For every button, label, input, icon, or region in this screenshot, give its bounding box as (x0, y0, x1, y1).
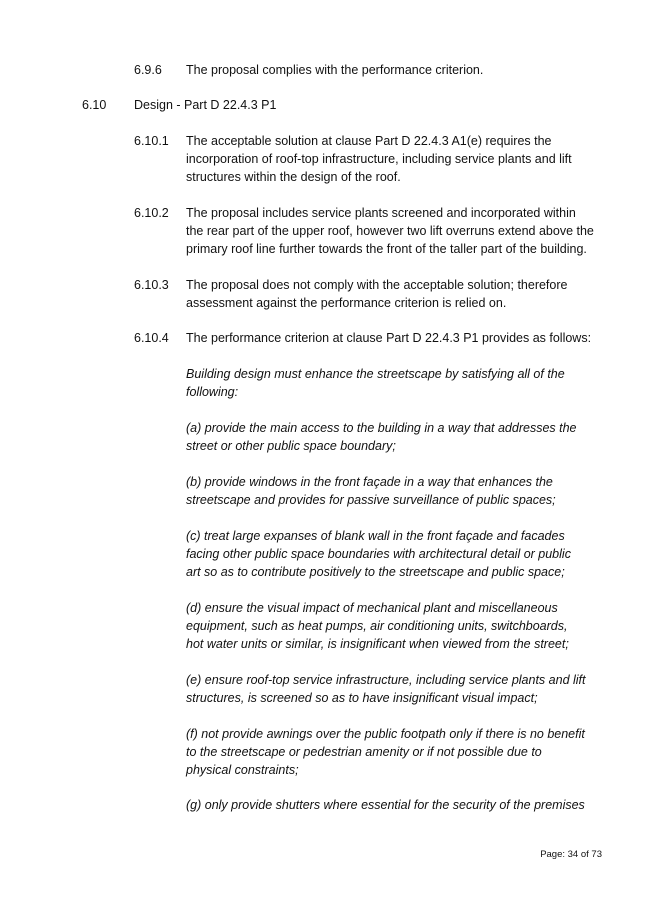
clause-text-line: assessment against the performance criterion is relied on. (186, 296, 507, 310)
clause-text-line: The performance criterion at clause Part D 22.4.3 P1 provides as follows: (186, 331, 592, 345)
quote-item-f: (f) not provide awnings over the public footpath only if there is no benefit (186, 727, 585, 741)
quote-item-g: (g) only provide shutters where essential for the security of the premises (186, 798, 585, 812)
quote-line: art so as to contribute positively to the streetscape and public space; (186, 565, 565, 579)
quote-item-d: (d) ensure the visual impact of mechanical plant and miscellaneous (186, 601, 558, 615)
clause-text-line: The proposal includes service plants screened and incorporated within (186, 206, 576, 220)
quote-line: to the streetscape or pedestrian amenity or if not possible due to (186, 745, 542, 759)
section-number-6-10: 6.10 (82, 98, 107, 112)
clause-number-6-10-2: 6.10.2 (134, 206, 169, 220)
quote-line: hot water units or similar, is insignificant when viewed from the street; (186, 637, 569, 651)
clause-text-line: structures within the design of the roof. (186, 170, 401, 184)
quote-line: following: (186, 385, 239, 399)
page-number: Page: 34 of 73 (540, 849, 602, 860)
quote-item-e: (e) ensure roof-top service infrastructure, including service plants and lift (186, 673, 586, 687)
quote-line: facing other public space boundaries with architectural detail or public (186, 547, 571, 561)
quote-line: physical constraints; (186, 763, 299, 777)
clause-text-line: primary roof line further towards the front of the taller part of the building. (186, 242, 587, 256)
clause-text-line: The acceptable solution at clause Part D 22.4.3 A1(e) requires the (186, 134, 552, 148)
clause-number-6-10-3: 6.10.3 (134, 278, 169, 292)
clause-text-line: The proposal does not comply with the acceptable solution; therefore (186, 278, 568, 292)
quote-item-a: (a) provide the main access to the building in a way that addresses the (186, 421, 577, 435)
quote-line: structures, is screened so as to have insignificant visual impact; (186, 691, 538, 705)
quote-line: streetscape and provides for passive surveillance of public spaces; (186, 493, 556, 507)
clause-text-line: incorporation of roof-top infrastructure, including service plants and lift (186, 152, 572, 166)
section-heading-6-10: Design - Part D 22.4.3 P1 (134, 98, 277, 112)
quote-line: street or other public space boundary; (186, 439, 396, 453)
clause-text-line: the rear part of the upper roof, however two lift overruns extend above the (186, 224, 594, 238)
clause-number-6-9-6: 6.9.6 (134, 63, 162, 77)
clause-number-6-10-4: 6.10.4 (134, 331, 169, 345)
quote-item-c: (c) treat large expanses of blank wall in the front façade and facades (186, 529, 565, 543)
clause-text-6-9-6: The proposal complies with the performance criterion. (186, 63, 484, 77)
quote-line: equipment, such as heat pumps, air conditioning units, switchboards, (186, 619, 568, 633)
clause-number-6-10-1: 6.10.1 (134, 134, 169, 148)
quote-item-b: (b) provide windows in the front façade in a way that enhances the (186, 475, 553, 489)
quote-line: Building design must enhance the streetscape by satisfying all of the (186, 367, 565, 381)
